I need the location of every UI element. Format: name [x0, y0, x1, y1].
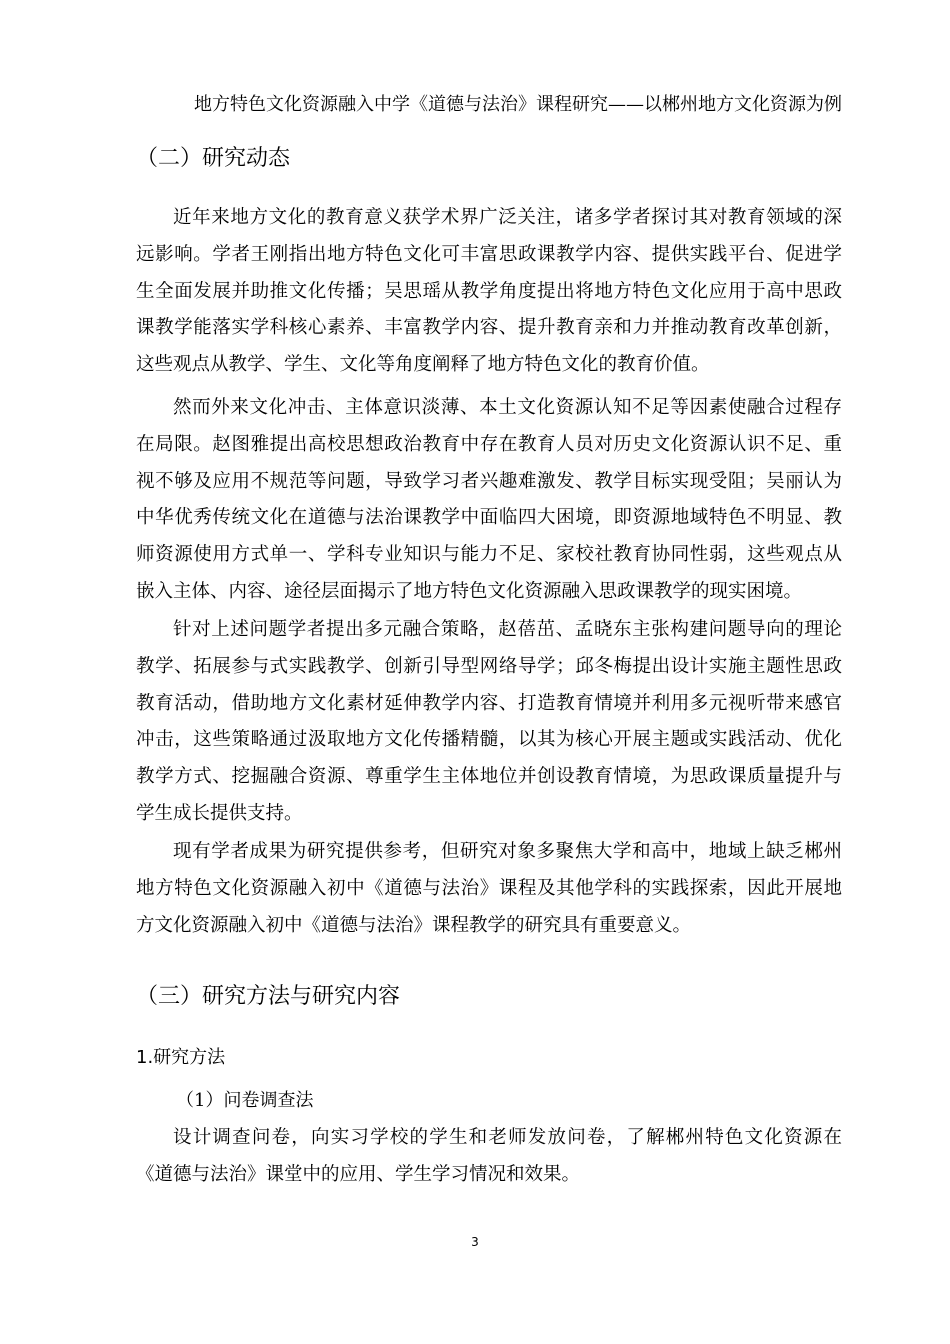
method-heading-questionnaire: （1）问卷调查法 — [176, 1090, 314, 1111]
text-line: 师资源使用方式单一、学科专业知识与能力不足、家校社教育协同性弱，这些观点从 — [136, 544, 842, 566]
text-line: 这些观点从教学、学生、文化等角度阐释了地方特色文化的教育价值。 — [136, 354, 710, 376]
text-line: 嵌入主体、内容、途径层面揭示了地方特色文化资源融入思政课教学的现实困境。 — [136, 580, 803, 602]
text-line: 现有学者成果为研究提供参考，但研究对象多聚焦大学和高中，地域上缺乏郴州 — [173, 841, 842, 862]
text-line: 生全面发展并助推文化传播；吴思瑶从教学角度提出将地方特色文化应用于高中思政 — [136, 280, 842, 302]
text-line: 设计调查问卷，向实习学校的学生和老师发放问卷，了解郴州特色文化资源在 — [173, 1127, 842, 1148]
page-number: 3 — [471, 1235, 479, 1249]
text-line: 教学方式、挖掘融合资源、尊重学生主体地位并创设教育情境，为思政课质量提升与 — [136, 766, 842, 788]
section-heading-research-trends: （二）研究动态 — [136, 146, 291, 171]
text-line: 中华优秀传统文化在道德与法治课教学中面临四大困境，即资源地域特色不明显、教 — [136, 507, 842, 529]
text-line: 在局限。赵图雅提出高校思想政治教育中存在教育人员对历史文化资源认识不足、重 — [136, 433, 842, 455]
paragraph-2 — [136, 390, 842, 611]
paragraph-1 — [136, 200, 842, 384]
text-line: 课教学能落实学科核心素养、丰富教学内容、提升教育亲和力并推动教育改革创新， — [136, 317, 842, 339]
text-line: 《道德与法治》课堂中的应用、学生学习情况和效果。 — [136, 1163, 581, 1185]
running-header: 地方特色文化资源融入中学《道德与法治》课程研究——以郴州地方文化资源为例 — [194, 94, 842, 115]
text-line: 方文化资源融入初中《道德与法治》课程教学的研究具有重要意义。 — [136, 914, 692, 936]
paragraph-3 — [136, 612, 842, 833]
text-line: 冲击，这些策略通过汲取地方文化传播精髓，以其为核心开展主题或实践活动、优化 — [136, 729, 842, 751]
text-line: 教学、拓展参与式实践教学、创新引导型网络导学；邱冬梅提出设计实施主题性思政 — [136, 655, 842, 677]
text-line: 视不够及应用不规范等问题，导致学习者兴趣难激发、教学目标实现受阻；吴丽认为 — [136, 470, 842, 492]
paragraph-4 — [136, 834, 842, 944]
text-line: 学生成长提供支持。 — [136, 802, 303, 824]
text-line: 然而外来文化冲击、主体意识淡薄、本土文化资源认知不足等因素使融合过程存 — [173, 397, 842, 418]
text-line: 地方特色文化资源融入初中《道德与法治》课程及其他学科的实践探索，因此开展地 — [136, 877, 842, 899]
text-line: 远影响。学者王刚指出地方特色文化可丰富思政课教学内容、提供实践平台、促进学 — [136, 243, 842, 265]
text-line: 教育活动，借助地方文化素材延伸教学内容、打造教育情境并利用多元视听带来感官 — [136, 692, 842, 714]
text-line: 针对上述问题学者提出多元融合策略，赵蓓茁、孟晓东主张构建问题导向的理论 — [173, 619, 842, 640]
sub-heading-research-methods: 1.研究方法 — [136, 1047, 226, 1068]
paragraph-questionnaire — [136, 1120, 842, 1194]
section-heading-methods-content: （三）研究方法与研究内容 — [136, 984, 401, 1009]
text-line: 近年来地方文化的教育意义获学术界广泛关注，诸多学者探讨其对教育领域的深 — [173, 207, 842, 228]
